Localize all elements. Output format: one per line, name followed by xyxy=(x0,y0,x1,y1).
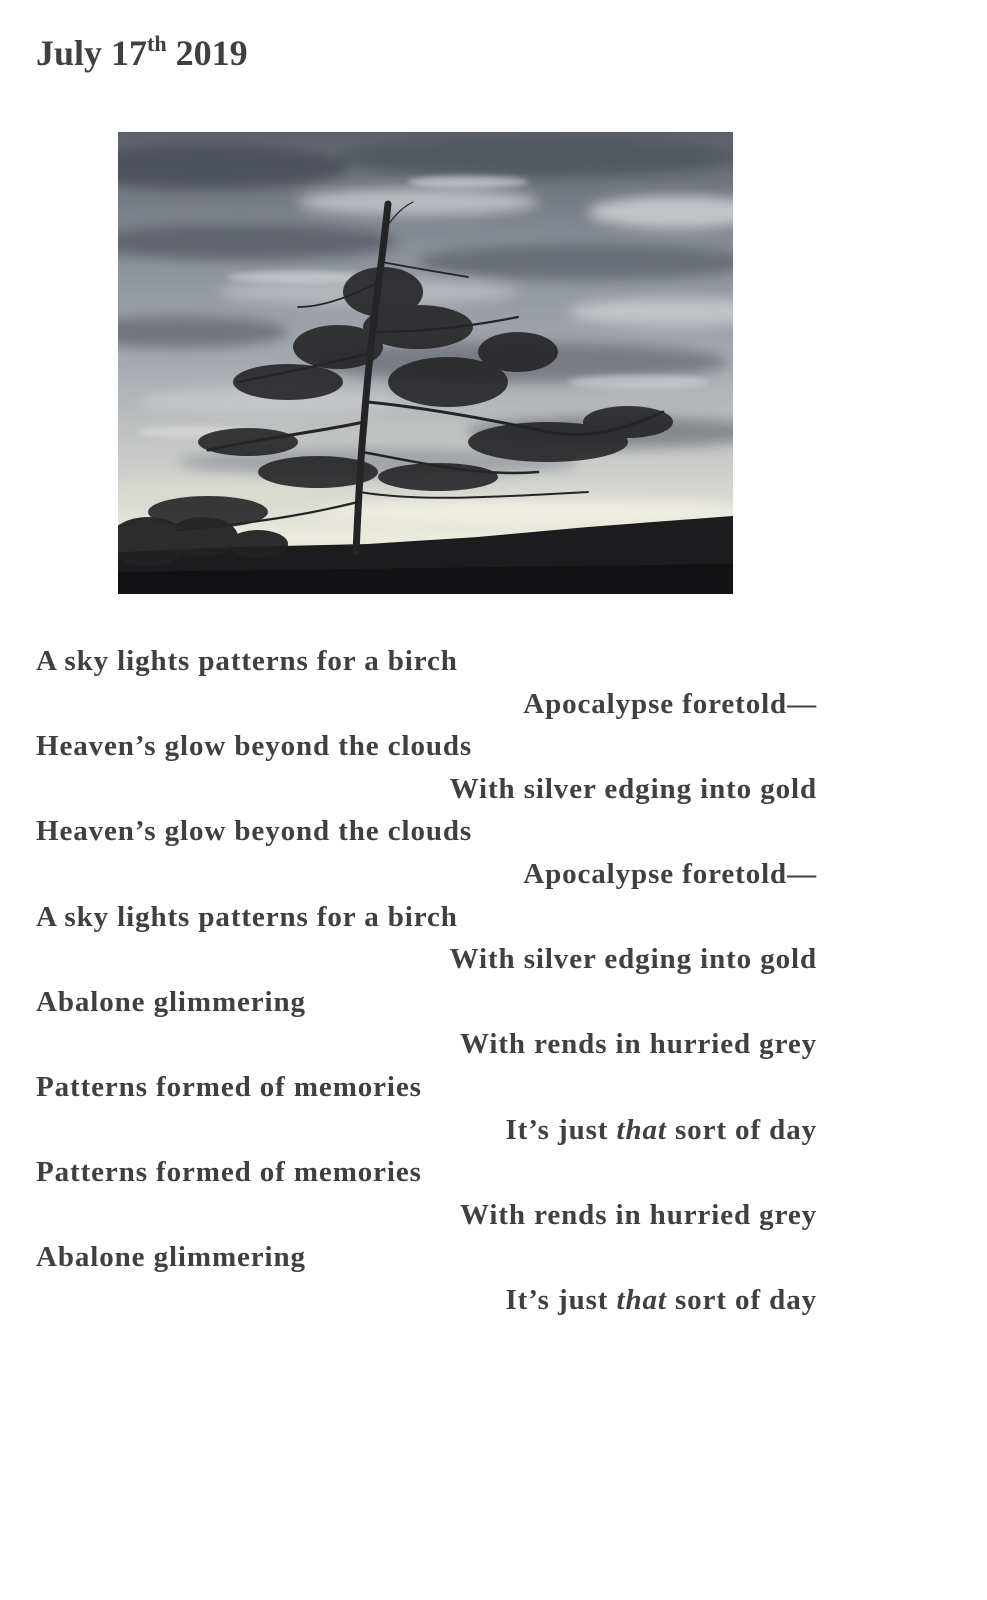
page-title xyxy=(36,30,248,76)
poem-line: With rends in hurried grey xyxy=(460,1198,817,1231)
title-ordinal-suffix: th xyxy=(147,31,167,56)
poem-line: Abalone glimmering xyxy=(36,985,306,1018)
poem-line xyxy=(36,1109,817,1152)
poem-line: Abalone glimmering xyxy=(36,1241,306,1274)
poem-line: With rends in hurried grey xyxy=(460,1028,817,1061)
poem-line: Apocalypse foretold— xyxy=(523,687,817,720)
poem-line-end: sort of day xyxy=(666,1113,817,1146)
title-year: 2019 xyxy=(175,33,248,73)
poem-line: A sky lights patterns for a birch xyxy=(36,900,458,933)
poem-line: With silver edging into gold xyxy=(449,943,817,976)
poem-line xyxy=(36,1279,817,1322)
poem-line: Heaven’s glow beyond the clouds xyxy=(36,815,473,848)
poem-line-emphasis: that xyxy=(616,1283,667,1316)
poem-line: Apocalypse foretold— xyxy=(523,857,817,890)
poem xyxy=(36,640,817,1322)
poem-line-start: It’s just xyxy=(505,1283,617,1316)
poem-line: With silver edging into gold xyxy=(449,772,817,805)
poem-line: A sky lights patterns for a birch xyxy=(36,645,458,677)
poem-line: Heaven’s glow beyond the clouds xyxy=(36,730,473,763)
poem-line-end: sort of day xyxy=(666,1283,817,1316)
poem-line-emphasis: that xyxy=(616,1113,667,1146)
tree-silhouette-photo xyxy=(118,132,733,594)
poem-line-start: It’s just xyxy=(505,1113,617,1146)
poem-line: Patterns formed of memories xyxy=(36,1070,422,1103)
poem-line: Patterns formed of memories xyxy=(36,1156,422,1189)
title-date: July 17 xyxy=(36,33,148,73)
